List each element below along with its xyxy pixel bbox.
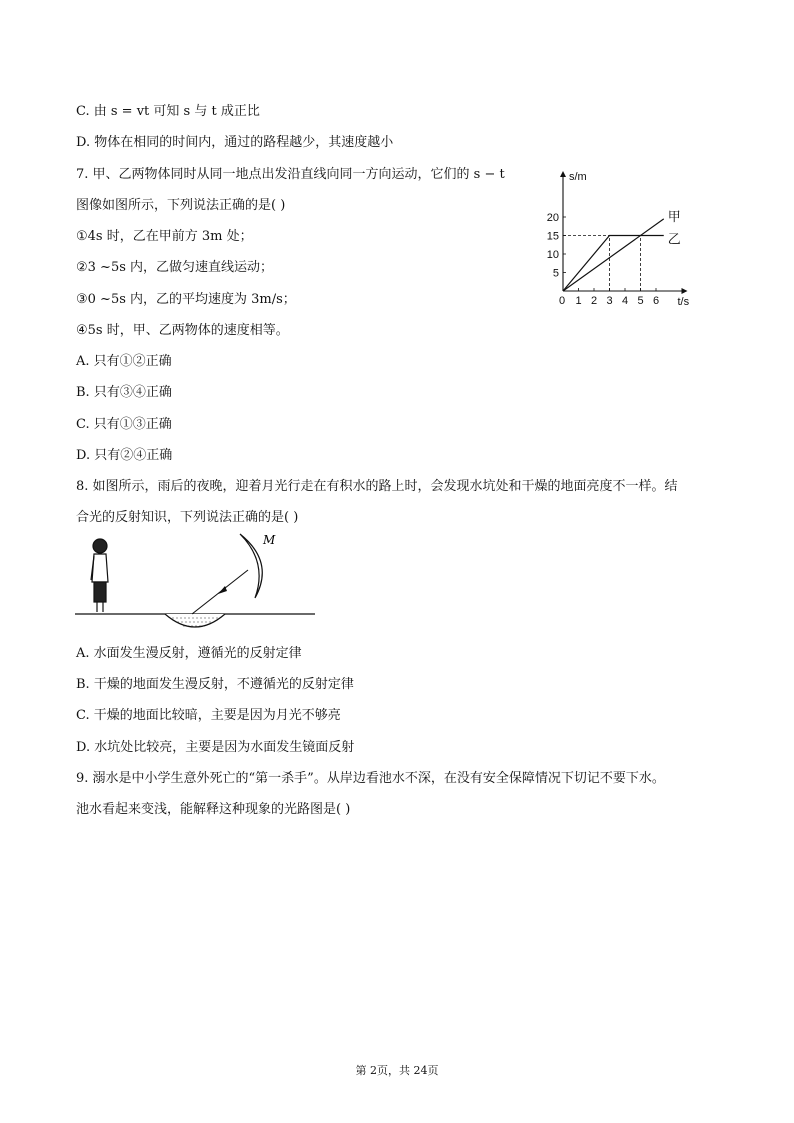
y-tick-label-0: 5	[552, 267, 559, 280]
x-tick-label-6: 6	[652, 295, 660, 307]
x-axis-label: t/s	[677, 296, 690, 308]
st-graph	[548, 165, 728, 310]
series-label-0: 甲	[667, 208, 681, 224]
q7-option-a: A. 只有①②正确	[76, 354, 172, 369]
q7-statement-2: ②3 ~5s 内，乙做匀速直线运动；	[76, 260, 274, 275]
q9-stem-line1: 9. 溺水是中小学生意外死亡的“第一杀手”。从岸边看池水不深，在没有安全保障情况下切记不要下水。	[76, 771, 665, 786]
q7-statement-1: ①4s 时，乙在甲前方 3m 处；	[76, 229, 253, 244]
q7-stem-line2: 图像如图所示，下列说法正确的是( )	[76, 198, 286, 213]
series-line-1	[563, 236, 664, 292]
q7-option-c: C. 只有①③正确	[76, 417, 172, 432]
q8-stem-line1: 8. 如图所示，雨后的夜晚，迎着月光行走在有积水的路上时，会发现水坑处和干燥的地面亮度不一样。结	[76, 479, 678, 494]
series-label-1: 乙	[667, 231, 681, 247]
q8-option-a: A. 水面发生漫反射，遵循光的反射定律	[76, 646, 302, 661]
y-tick-label-3: 20	[546, 212, 559, 224]
water-puddle	[165, 614, 225, 627]
q9-stem-line2: 池水看起来变浅，能解释这种现象的光路图是( )	[76, 802, 351, 817]
moon-icon	[240, 534, 262, 598]
y-axis-label: s/m	[569, 171, 587, 183]
q7-stem-line1: 7. 甲、乙两物体同时从同一地点出发沿直线向同一方向运动，它们的 s − t	[76, 167, 505, 182]
x-tick-label-0: 0	[558, 295, 566, 307]
x-tick-label-1: 1	[575, 295, 582, 307]
q8-option-c: C. 干燥的地面比较暗，主要是因为月光不够亮	[76, 708, 341, 723]
series-line-0	[563, 219, 664, 291]
q6-option-d: D. 物体在相同的时间内，通过的路程越少，其速度越小	[76, 135, 394, 150]
q7-option-d: D. 只有②④正确	[76, 448, 173, 463]
x-tick-label-3: 3	[606, 295, 613, 307]
person-figure	[91, 539, 108, 612]
q8-option-b: B. 干燥的地面发生漫反射，不遵循光的反射定律	[76, 677, 354, 692]
y-tick-label-1: 10	[546, 249, 559, 261]
x-tick-label-2: 2	[590, 295, 598, 307]
q8-stem-line2: 合光的反射知识，下列说法正确的是( )	[76, 510, 299, 525]
x-tick-label-4: 4	[621, 295, 629, 307]
page-footer: 第 2页，共 24页	[355, 1064, 439, 1077]
moon-reflection-figure	[70, 532, 320, 632]
q6-option-c: C. 由 s = vt 可知 s 与 t 成正比	[76, 104, 260, 119]
q7-statement-3: ③0 ~5s 内，乙的平均速度为 3m/s；	[76, 292, 296, 307]
y-tick-label-2: 15	[546, 230, 559, 243]
q8-option-d: D. 水坑处比较亮，主要是因为水面发生镜面反射	[76, 740, 355, 755]
moon-label: M	[263, 533, 276, 547]
q7-statement-4: ④5s 时，甲、乙两物体的速度相等。	[76, 323, 289, 338]
x-tick-label-5: 5	[637, 295, 644, 307]
y-axis-arrow-icon	[560, 171, 566, 177]
q7-option-b: B. 只有③④正确	[76, 385, 172, 400]
x-axis-arrow-icon	[682, 288, 688, 294]
